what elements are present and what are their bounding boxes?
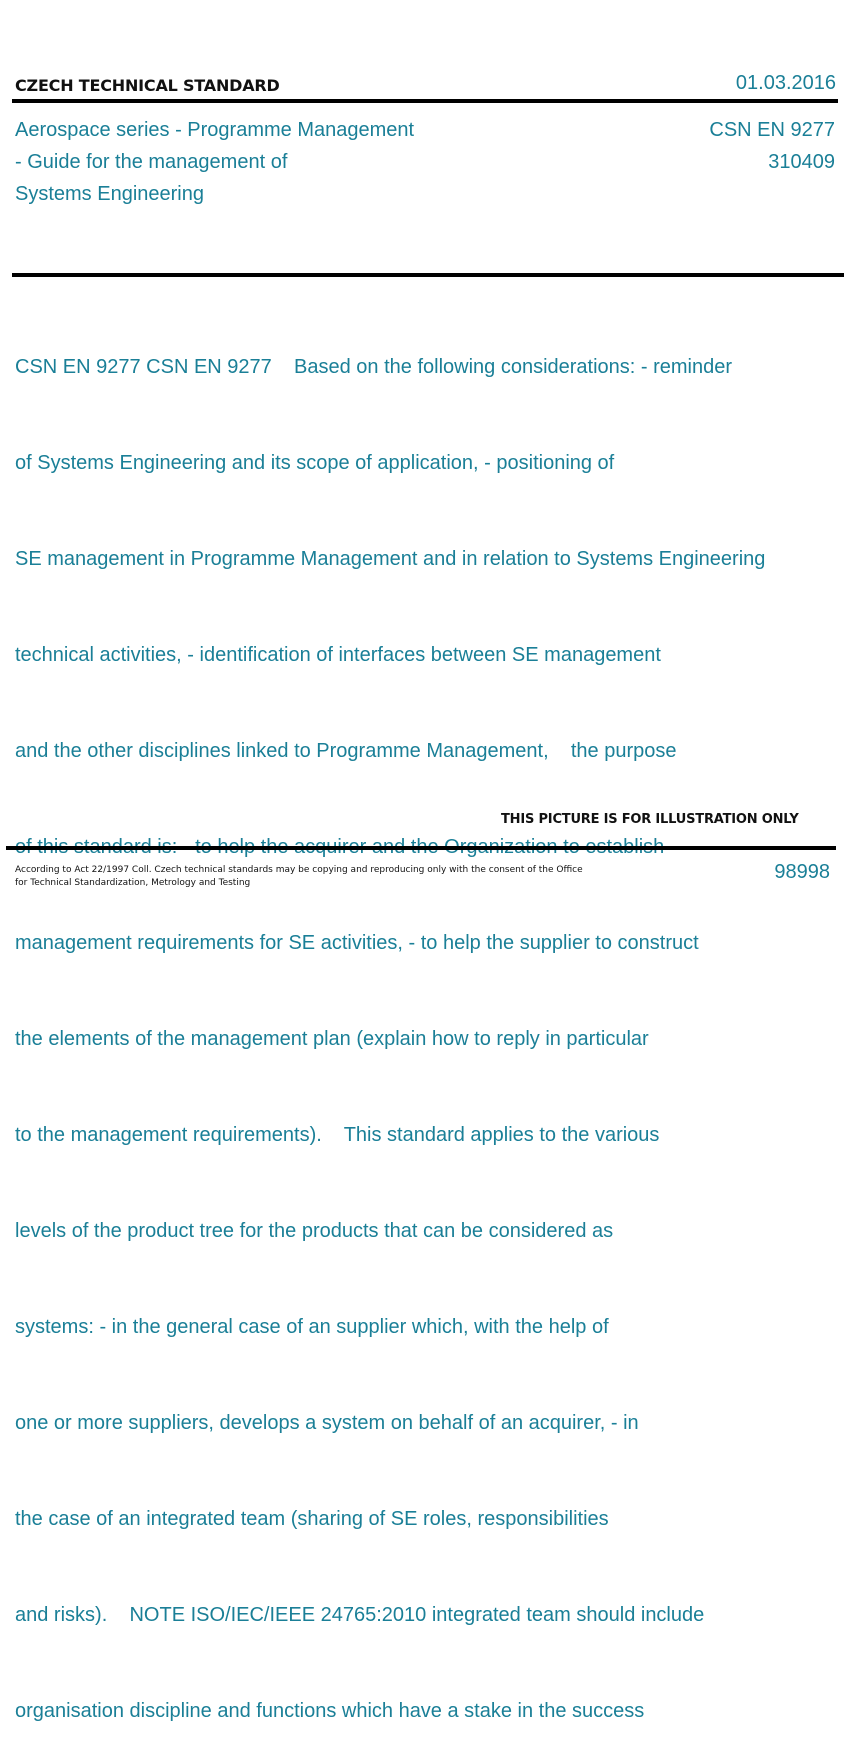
abstract-line: management requirements for SE activities, - to help the supplier to construct [15, 932, 699, 954]
catalog-number: 98998 [774, 861, 830, 883]
abstract-line: technical activities, - identification of interfaces between SE management [15, 644, 661, 666]
abstract-line: to the management requirements). This standard applies to the various [15, 1124, 660, 1146]
illustration-notice: THIS PICTURE IS FOR ILLUSTRATION ONLY [501, 812, 799, 827]
standard-codes [709, 114, 835, 178]
standard-subject [15, 114, 475, 210]
abstract-line: organisation discipline and functions which have a stake in the success [15, 1700, 645, 1722]
standard-code: CSN EN 9277 [709, 119, 835, 141]
section-divider [12, 273, 844, 277]
abstract-line: the case of an integrated team (sharing of SE roles, responsibilities [15, 1508, 609, 1530]
copyright-line: for Technical Standardization, Metrology and Testing [15, 878, 251, 888]
class-number: 310409 [768, 151, 835, 173]
abstract-line: one or more suppliers, develops a system on behalf of an acquirer, - in [15, 1412, 639, 1434]
subject-line: Aerospace series - Programme Management [15, 119, 415, 141]
abstract-line: of Systems Engineering and its scope of application, - positioning of [15, 452, 615, 474]
footer-divider [6, 846, 836, 850]
abstract-text [15, 287, 835, 1759]
abstract-line: systems: - in the general case of an supplier which, with the help of [15, 1316, 609, 1338]
subject-line: - Guide for the management of [15, 151, 288, 173]
document-title: CZECH TECHNICAL STANDARD [15, 76, 280, 95]
copyright-line: According to Act 22/1997 Coll. Czech technical standards may be copying and reproducing only with the consent of the Office [15, 865, 583, 875]
publication-date: 01.03.2016 [735, 72, 836, 94]
abstract-line: the elements of the management plan (explain how to reply in particular [15, 1028, 649, 1050]
abstract-line: levels of the product tree for the products that can be considered as [15, 1220, 614, 1242]
subject-line: Systems Engineering [15, 183, 204, 205]
header-divider [12, 99, 838, 103]
abstract-line: and the other disciplines linked to Programme Management, the purpose [15, 740, 677, 762]
copyright-notice [15, 864, 595, 890]
abstract-line: CSN EN 9277 CSN EN 9277 Based on the following considerations: - reminder [15, 356, 733, 378]
abstract-line: SE management in Programme Management and in relation to Systems Engineering [15, 548, 766, 570]
abstract-line: and risks). NOTE ISO/IEC/IEEE 24765:2010 integrated team should include [15, 1604, 705, 1626]
